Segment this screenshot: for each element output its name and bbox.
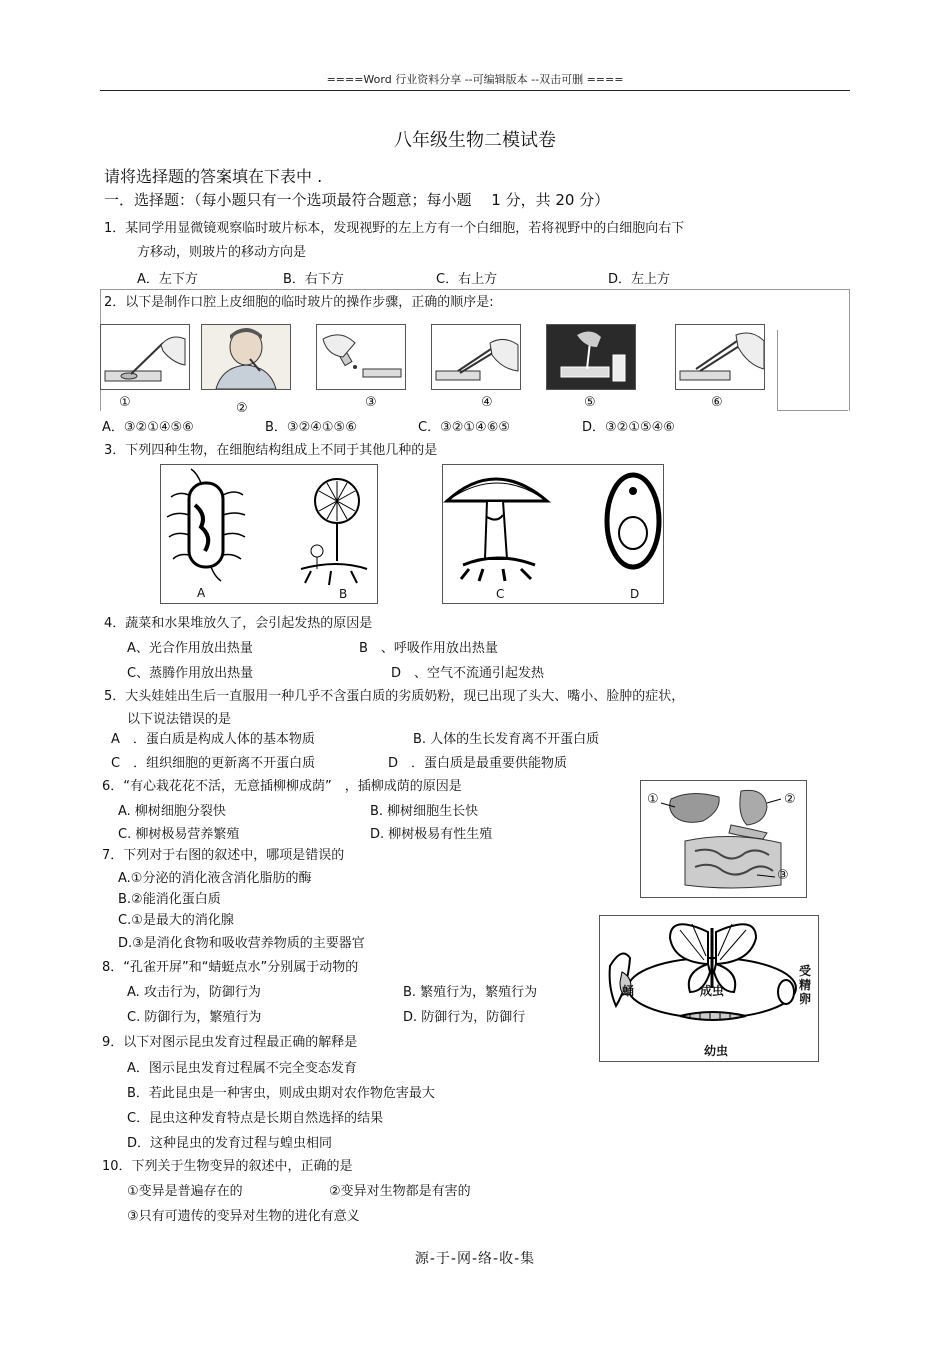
q1-option-c: C．右上方 xyxy=(436,272,498,287)
step-6-image xyxy=(675,324,765,390)
step-label-4: ④ xyxy=(481,395,493,410)
q10-item-2: ②变异对生物都是有害的 xyxy=(329,1184,471,1199)
instruction: 请将选择题的答案填在下表中 . xyxy=(104,167,323,186)
step-label-5: ⑤ xyxy=(584,395,596,410)
q1-option-d: D．左上方 xyxy=(608,272,671,287)
q2-option-d: D．③②①⑤④⑥ xyxy=(582,420,675,435)
step-label-1: ① xyxy=(119,395,131,410)
q8-option-a: A. 攻击行为，防御行为 xyxy=(127,985,261,1000)
q9-option-d: D．这种昆虫的发育过程与蝗虫相同 xyxy=(127,1136,333,1151)
q5-stem-1: 5．大头娃娃出生后一直服用一种几乎不含蛋白质的劣质奶粉，现已出现了头大、嘴小、脸肿的症状， xyxy=(104,689,685,704)
q3-stem: 3．下列四种生物，在细胞结构组成上不同于其他几种的是 xyxy=(104,443,438,458)
q7-option-d: D.③是消化食物和吸收营养物质的主要器官 xyxy=(118,936,365,951)
lifecycle-label-adult: 成虫 xyxy=(700,984,725,998)
q2-option-b: B．③②④①⑤⑥ xyxy=(265,420,357,435)
q3-figure-cd xyxy=(442,464,664,604)
q1-option-a: A．左下方 xyxy=(137,272,198,287)
q10-item-1: ①变异是普遍存在的 xyxy=(127,1184,243,1199)
q6-option-a: A. 柳树细胞分裂快 xyxy=(118,804,226,819)
q2-frame-bottom xyxy=(777,410,848,411)
q4-stem: 4．蔬菜和水果堆放久了，会引起发热的原因是 xyxy=(104,616,373,631)
q7-option-c: C.①是最大的消化腺 xyxy=(118,913,234,928)
q6-option-c: C. 柳树极易营养繁殖 xyxy=(118,827,240,842)
q3-label-c: C xyxy=(496,587,505,601)
q9-option-b: B．若此昆虫是一种害虫，则成虫期对农作物危害最大 xyxy=(127,1086,435,1101)
step-3-image xyxy=(316,324,406,390)
page-title: 八年级生物二模试卷 xyxy=(394,130,556,151)
q4-option-c: C、蒸腾作用放出热量 xyxy=(127,666,254,681)
q2-frame-inner xyxy=(777,330,778,410)
q5-stem-2: 以下说法错误的是 xyxy=(127,712,232,727)
q8-option-d: D. 防御行为，防御行 xyxy=(403,1010,526,1025)
page-footer: 源-于-网-络-收-集 xyxy=(414,1251,536,1267)
q1-stem-1: 1．某同学用显微镜观察临时玻片标本，发现视野的左上方有一个白细胞，若将视野中的白细胞向右下 xyxy=(104,221,685,236)
q3-figure-ab xyxy=(160,464,378,604)
q4-option-a: A、光合作用放出热量 xyxy=(127,641,253,656)
q2-option-c: C．③②①④⑥⑤ xyxy=(418,420,511,435)
q2-stem: 2．以下是制作口腔上皮细胞的临时玻片的操作步骤，正确的顺序是: xyxy=(104,295,494,310)
q6-option-b: B. 柳树细胞生长快 xyxy=(370,804,479,819)
step-1-image xyxy=(100,324,190,390)
q10-item-3: ③只有可遗传的变异对生物的进化有意义 xyxy=(127,1209,360,1224)
lifecycle-label-egg: 受精卵 xyxy=(799,964,812,1006)
q5-option-b: B. 人体的生长发育离不开蛋白质 xyxy=(413,732,600,747)
digestive-figure xyxy=(640,780,807,898)
q2-option-a: A．③②①④⑤⑥ xyxy=(102,420,194,435)
header-rule xyxy=(100,90,850,91)
q8-option-c: C. 防御行为，繁殖行为 xyxy=(127,1010,262,1025)
q9-option-c: C．昆虫这种发育特点是长期自然选择的结果 xyxy=(127,1111,384,1126)
q3-label-b: B xyxy=(339,587,348,601)
q3-label-a: A xyxy=(197,586,206,600)
page-header: ====Word 行业资料分享 --可编辑版本 --双击可删 ==== xyxy=(326,73,624,86)
q1-stem-2: 方移动，则玻片的移动方向是 xyxy=(137,245,307,260)
q1-option-b: B．右下方 xyxy=(283,272,344,287)
q9-stem: 9．以下对图示昆虫发育过程最正确的解释是 xyxy=(102,1035,358,1050)
step-4-image xyxy=(431,324,521,390)
digestive-label-2: ② xyxy=(784,792,796,807)
step-5-image xyxy=(546,324,636,390)
q10-stem: 10．下列关于生物变异的叙述中，正确的是 xyxy=(102,1159,353,1174)
q5-option-a: A ．蛋白质是构成人体的基本物质 xyxy=(111,732,315,747)
lifecycle-label-pupa: 蛹 xyxy=(622,984,635,998)
digestive-label-1: ① xyxy=(647,792,659,807)
q5-option-d: D ．蛋白质是最重要供能物质 xyxy=(388,756,568,771)
q4-option-d: D 、空气不流通引起发热 xyxy=(391,666,545,681)
q6-option-d: D. 柳树极易有性生殖 xyxy=(370,827,493,842)
step-label-3: ③ xyxy=(365,395,377,410)
q7-option-b: B.②能消化蛋白质 xyxy=(118,892,221,907)
q7-option-a: A.①分泌的消化液含消化脂肪的酶 xyxy=(118,871,312,886)
q3-label-d: D xyxy=(630,587,640,601)
q6-stem: 6．“有心栽花花不活，无意插柳柳成荫” ，插柳成荫的原因是 xyxy=(102,779,462,794)
section-heading: 一．选择题：（每小题只有一个选项最符合题意；每小题 1 分，共 20 分） xyxy=(104,191,610,209)
step-2-image xyxy=(201,324,291,390)
q8-option-b: B. 繁殖行为，繁殖行为 xyxy=(403,985,538,1000)
step-label-6: ⑥ xyxy=(711,395,723,410)
step-label-2: ② xyxy=(236,401,248,416)
q7-stem: 7．下列对于右图的叙述中，哪项是错误的 xyxy=(102,848,345,863)
lifecycle-label-larva: 幼虫 xyxy=(704,1044,729,1058)
q8-stem: 8．“孔雀开屏”和“蜻蜓点水”分别属于动物的 xyxy=(102,960,359,975)
digestive-label-3: ③ xyxy=(777,868,789,883)
insect-lifecycle-figure xyxy=(599,915,819,1062)
q9-option-a: A．图示昆虫发育过程属不完全变态发育 xyxy=(127,1061,357,1076)
q5-option-c: C ．组织细胞的更新离不开蛋白质 xyxy=(111,756,316,771)
q4-option-b: B 、呼吸作用放出热量 xyxy=(359,641,498,656)
